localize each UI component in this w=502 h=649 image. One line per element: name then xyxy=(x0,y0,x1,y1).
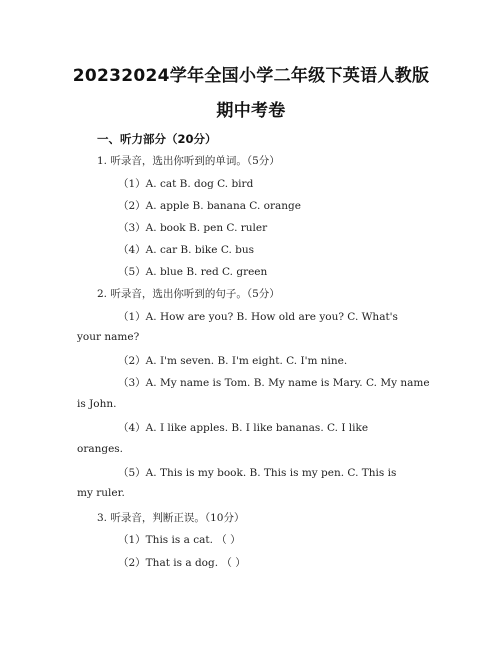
question-2-item: （4）A. I like apples. B. I like bananas. C. I like xyxy=(118,422,369,434)
question-2-item-continuation: oranges. xyxy=(77,443,124,455)
question-2-item: （1）A. How are you? B. How old are you? C. What's xyxy=(118,311,398,323)
question-2-item: （3）A. My name is Tom. B. My name is Mary. C. My name xyxy=(118,377,430,389)
question-3-item: （1）This is a cat. （ ） xyxy=(118,534,241,546)
question-3-item: （2）That is a dog. （ ） xyxy=(118,557,246,569)
question-2-stem: 2. 听录音，选出你听到的句子。（5分） xyxy=(97,288,280,300)
question-2-item-continuation: your name? xyxy=(77,331,140,343)
question-2-item-continuation: my ruler. xyxy=(77,487,125,499)
document-subtitle: 期中考卷 xyxy=(216,101,286,121)
question-3-stem: 3. 听录音，判断正误。（10分） xyxy=(97,512,245,524)
question-2-item: （5）A. This is my book. B. This is my pen. C. This is xyxy=(118,467,397,479)
question-1-item: （5）A. blue B. red C. green xyxy=(118,266,268,278)
question-1-item: （3）A. book B. pen C. ruler xyxy=(118,222,268,234)
question-1-item: （1）A. cat B. dog C. bird xyxy=(118,178,254,190)
section-heading-listening: 一、听力部分（20分） xyxy=(97,132,217,146)
question-2-item-continuation: is John. xyxy=(77,398,117,410)
document-title: 20232024学年全国小学二年级下英语人教版 xyxy=(72,66,430,86)
question-2-item: （2）A. I'm seven. B. I'm eight. C. I'm nine. xyxy=(118,355,348,367)
question-1-stem: 1. 听录音，选出你听到的单词。（5分） xyxy=(97,155,280,167)
question-1-item: （2）A. apple B. banana C. orange xyxy=(118,200,301,212)
question-1-item: （4）A. car B. bike C. bus xyxy=(118,244,255,256)
